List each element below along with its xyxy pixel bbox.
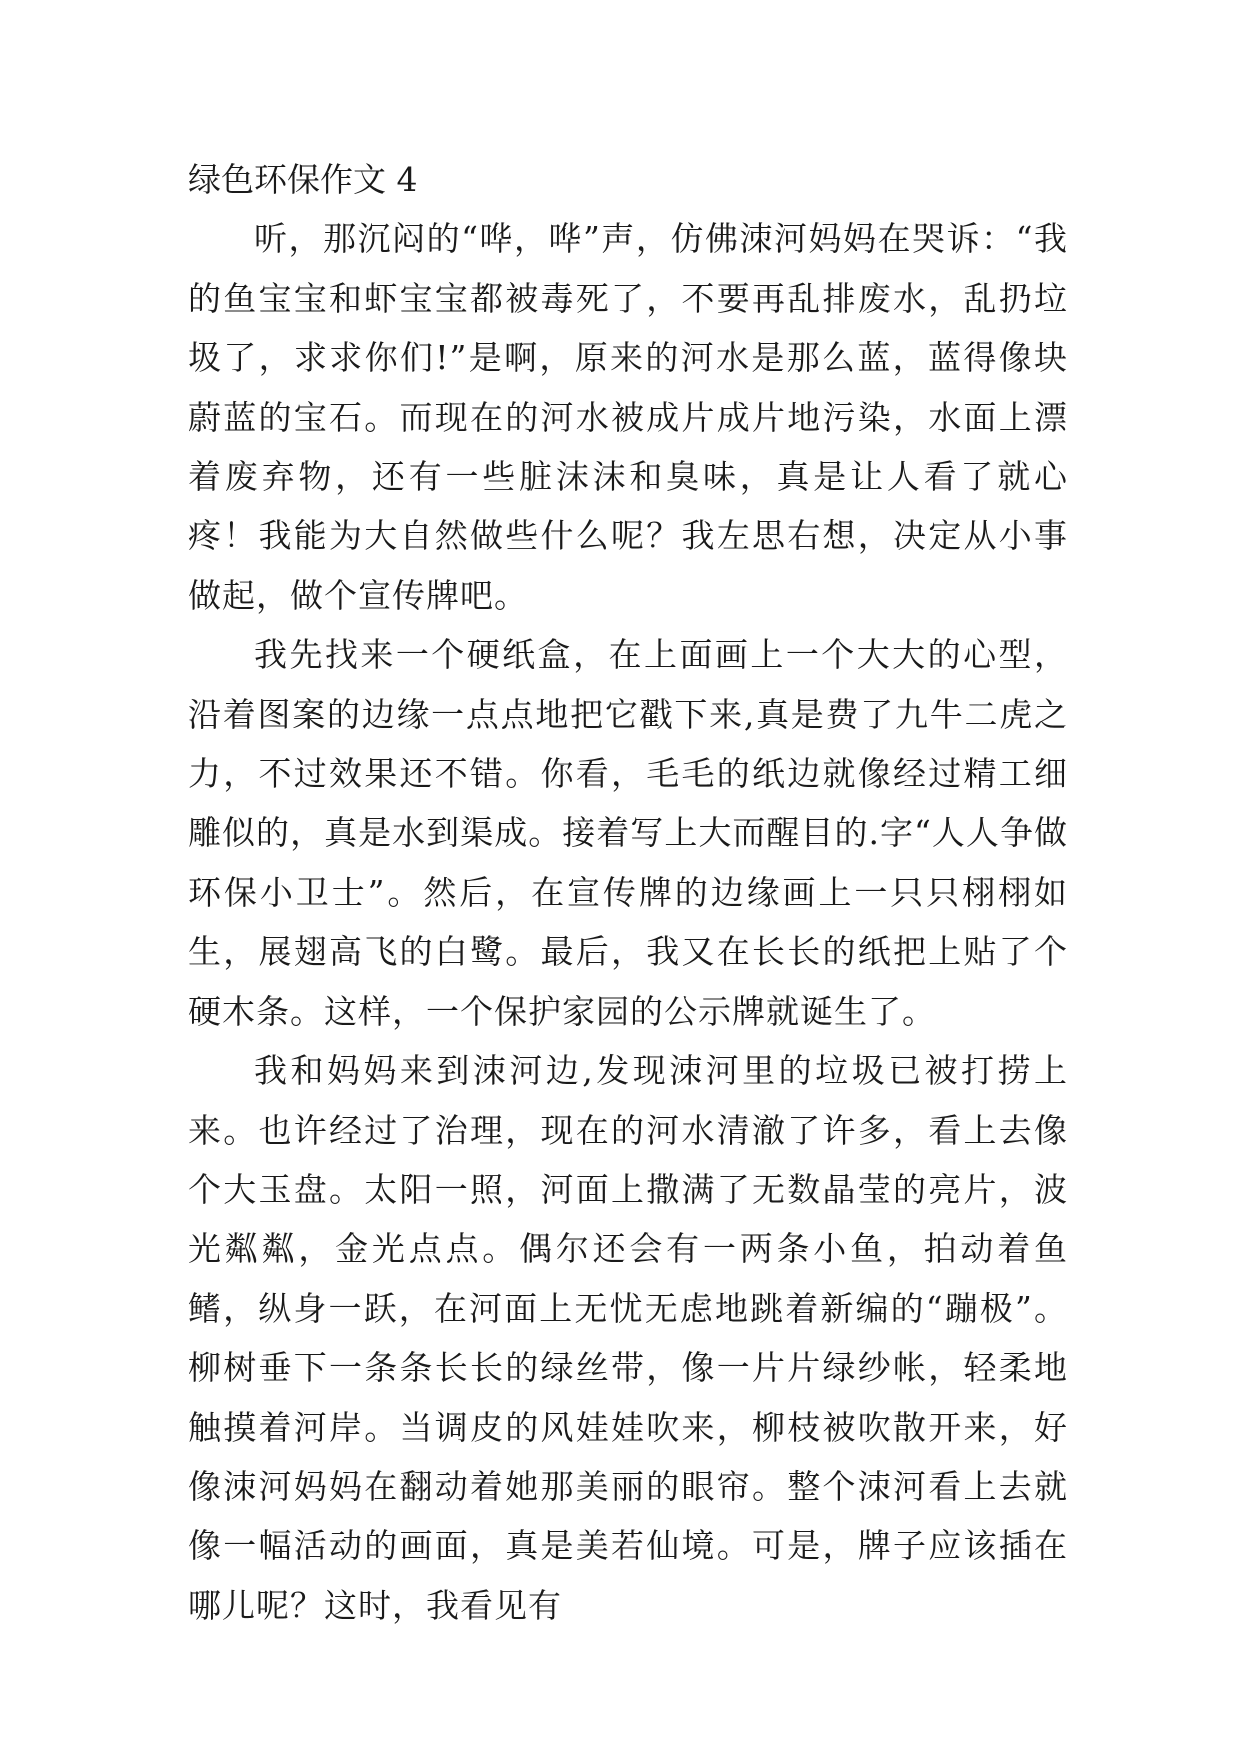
document-body: [188, 150, 1068, 1635]
paragraph: 我先找来一个硬纸盒，在上面画上一个大大的心型，沿着图案的边缘一点点地把它戳下来,真是费了九牛二虎之力，不过效果还不错。你看，毛毛的纸边就像经过精工细雕似的，真是水到渠成。接着写上大而醒目的.字“人人争做环保小卫士”。然后，在宣传牌的边缘画上一只只栩栩如生，展翅高飞的白鹭。最后，我又在长长的纸把上贴了个硬木条。这样，一个保护家园的公示牌就诞生了。: [188, 635, 1068, 1031]
document-title: 绿色环保作文 4: [188, 160, 418, 199]
paragraph: 听，那沉闷的“哗，哗”声，仿佛洓河妈妈在哭诉：“我的鱼宝宝和虾宝宝都被毒死了，不要再乱排废水，乱扔垃圾了，求求你们!”是啊，原来的河水是那么蓝，蓝得像块蔚蓝的宝石。而现在的河水被成片成片地污染，水面上漂着废弃物，还有一些脏沫沫和臭味，真是让人看了就心疼！我能为大自然做些什么呢？我左思右想，决定从小事做起，做个宣传牌吧。: [188, 219, 1068, 615]
paragraph: 我和妈妈来到洓河边,发现洓河里的垃圾已被打捞上来。也许经过了治理，现在的河水清澈了许多，看上去像个大玉盘。太阳一照，河面上撒满了无数晶莹的亮片，波光粼粼，金光点点。偶尔还会有一两条小鱼，拍动着鱼鳍，纵身一跃，在河面上无忧无虑地跳着新编的“蹦极”。柳树垂下一条条长长的绿丝带，像一片片绿纱帐，轻柔地触摸着河岸。当调皮的风娃娃吹来，柳枝被吹散开来，好像洓河妈妈在翻动着她那美丽的眼帘。整个洓河看上去就像一幅活动的画面，真是美若仙境。可是，牌子应该插在哪儿呢？这时，我看见有: [188, 1051, 1068, 1625]
